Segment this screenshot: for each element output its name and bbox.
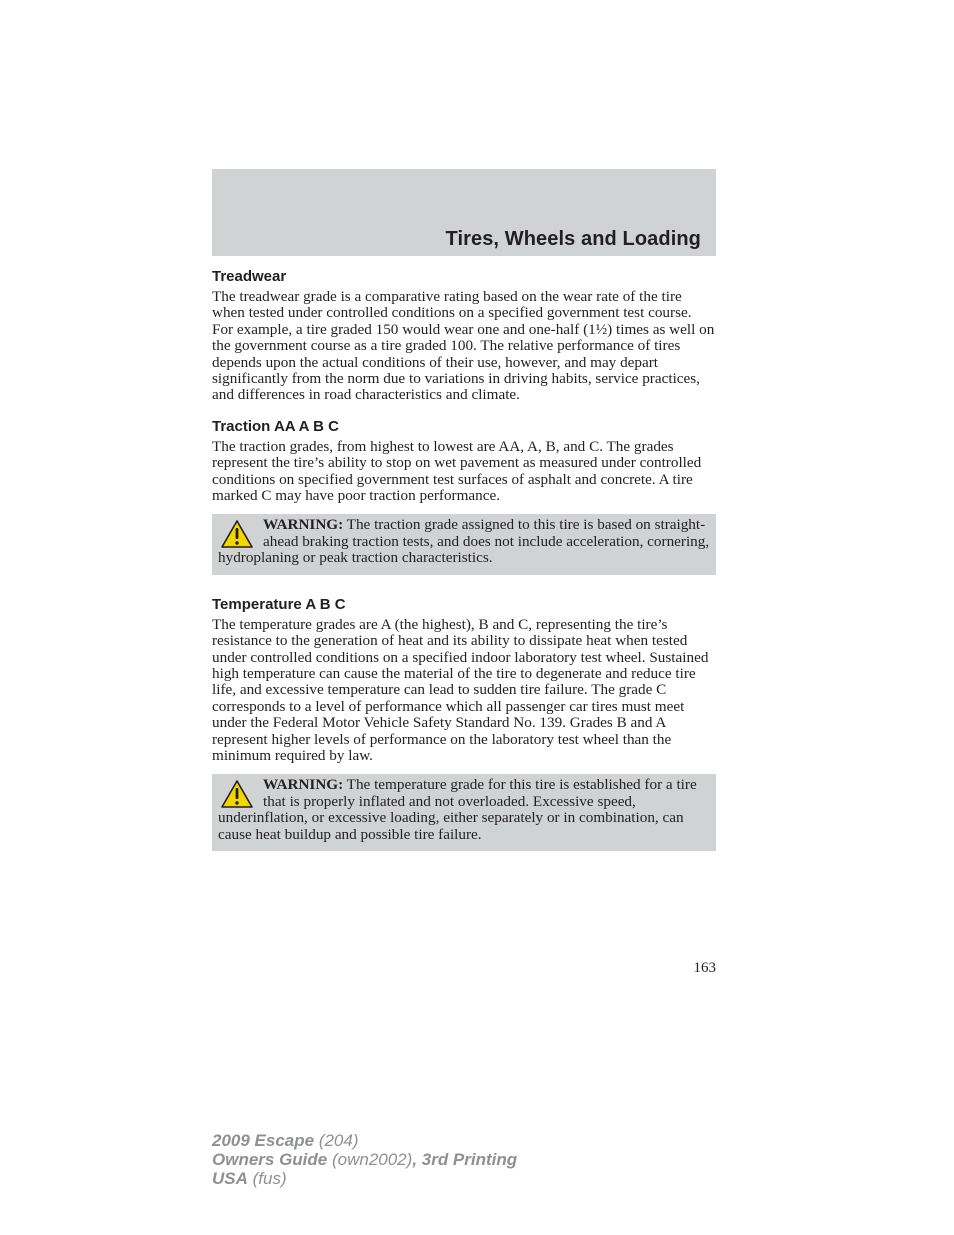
- paragraph-treadwear: The treadwear grade is a comparative rating based on the wear rate of the tire when tested under controlled conditions on a specified government test course. For example, a tire graded 150 would wear one and one-half (1½) times as well on the government course as a tire graded 100. The relative performance of tires depends upon the actual conditions of their use, however, and may depart significantly from the norm due to variations in driving habits, service practices, and differences in road characteristics and climate.: [212, 288, 715, 404]
- warning-label: WARNING:: [263, 516, 344, 534]
- warning-triangle-icon: [220, 779, 254, 809]
- heading-temperature: Temperature A B C: [212, 595, 346, 613]
- footer-guide: Owners Guide: [212, 1150, 328, 1169]
- heading-treadwear: Treadwear: [212, 268, 287, 285]
- warning-box-traction: [212, 514, 716, 574]
- footer-line-market: [212, 1169, 517, 1188]
- warning-label: WARNING:: [263, 776, 344, 794]
- warning-box-temperature: [212, 774, 716, 851]
- warning-triangle-icon: [220, 519, 254, 549]
- document-footer: [212, 1131, 517, 1188]
- footer-market-code: (fus): [247, 1169, 287, 1188]
- paragraph-temperature: The temperature grades are A (the highest), B and C, representing the tire’s resistance to the generation of heat and its ability to dissipate heat when tested under controlled conditions on a specified indoor laboratory test wheel. Sustained high temperature can cause the material of the tire to degenerate and reduce tire life, and excessive temperature can lead to sudden tire failure. The grade C corresponds to a level of performance which all passenger car tires must meet under the Federal Motor Vehicle Safety Standard No. 139. Grades B and A represent higher levels of performance on the laboratory test wheel than the minimum required by law.: [212, 615, 709, 764]
- footer-guide-code: (own2002): [327, 1150, 413, 1169]
- page-content: [212, 266, 716, 851]
- page-number: 163: [693, 960, 716, 976]
- footer-model-code: (204): [314, 1131, 359, 1150]
- footer-line-model: [212, 1131, 517, 1150]
- warning-text: The traction grade assigned to this tire is based on straight-ahead braking traction tests, and does not include acceleration, cornering, hydroplaning or peak traction characteristics.: [218, 516, 710, 567]
- section-title: Tires, Wheels and Loading: [445, 228, 701, 250]
- paragraph-traction: The traction grades, from highest to lowest are AA, A, B, and C. The grades represent the tire’s ability to stop on wet pavement as measured under controlled conditions on specified government test surfaces of asphalt and concrete. A tire marked C may have poor traction performance.: [212, 437, 702, 505]
- section-header-band: [212, 169, 716, 256]
- footer-printing: , 3rd Printing: [412, 1150, 518, 1169]
- footer-model: 2009 Escape: [212, 1131, 315, 1150]
- footer-line-guide: [212, 1150, 517, 1169]
- heading-traction: Traction AA A B C: [212, 417, 339, 435]
- warning-text: The temperature grade for this tire is established for a tire that is properly inflated and not overloaded. Excessive speed, underinflation, or excessive loading, either separately or in combination, can cause heat buildup and possible tire failure.: [218, 776, 697, 843]
- footer-market: USA: [212, 1169, 248, 1188]
